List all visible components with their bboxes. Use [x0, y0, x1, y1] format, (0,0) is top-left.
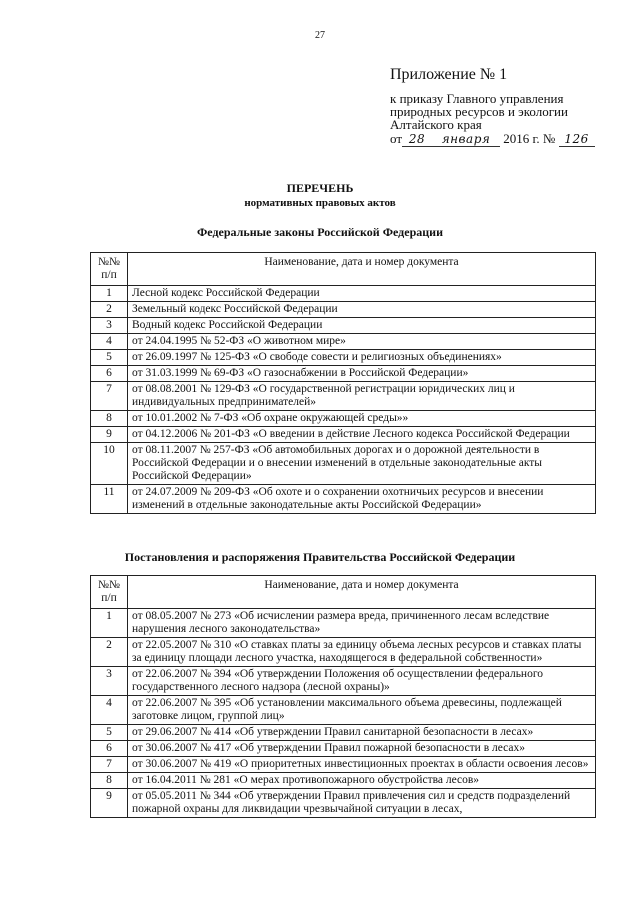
table-row: [91, 741, 596, 757]
row-document-name: Земельный кодекс Российской Федерации: [128, 302, 596, 318]
row-document-name: Лесной кодекс Российской Федерации: [128, 286, 596, 302]
row-document-name: от 22.06.2007 № 395 «Об установлении максимального объема древесины, подлежащей заготовке лицом, группой лиц»: [128, 696, 596, 725]
row-number: 4: [91, 696, 128, 725]
row-document-name: от 24.04.1995 № 52-ФЗ «О животном мире»: [128, 334, 596, 350]
row-number: 3: [91, 667, 128, 696]
row-document-name: от 30.06.2007 № 419 «О приоритетных инвестиционных проектах в области освоения лесов»: [128, 757, 596, 773]
table-header-row: [91, 576, 596, 609]
date-prefix: от: [390, 131, 403, 146]
row-document-name: от 24.07.2009 № 209-ФЗ «Об охоте и о сохранении охотничьих ресурсов и внесении изменений в отдельные законодательные акты Российской Федерации»: [128, 485, 596, 514]
handwritten-order-number: 126: [559, 133, 595, 147]
row-number: 2: [91, 638, 128, 667]
appendix-line-2: природных ресурсов и экологии: [390, 104, 568, 119]
row-number: 7: [91, 382, 128, 411]
table-row: [91, 286, 596, 302]
section-title-government-acts: Постановления и распоряжения Правительства Российской Федерации: [124, 550, 516, 564]
row-document-name: от 04.12.2006 № 201-ФЗ «О введении в действие Лесного кодекса Российской Федерации: [128, 427, 596, 443]
row-document-name: от 05.05.2011 № 344 «Об утверждении Правил привлечения сил и средств подразделений пожарной охраны для ликвидации чрезвычайной ситуации в лесах,: [128, 789, 596, 818]
appendix-date-line: [390, 132, 630, 147]
appendix-line-1: к приказу Главного управления: [390, 91, 564, 106]
table-row: [91, 696, 596, 725]
row-number: 2: [91, 302, 128, 318]
col-header-name: Наименование, дата и номер документа: [128, 576, 596, 609]
table-row: [91, 382, 596, 411]
row-number: 1: [91, 286, 128, 302]
row-document-name: от 22.05.2007 № 310 «О ставках платы за единицу объема лесных ресурсов и ставках платы за единицу площади лесного участка, находящегося в федеральной собственности»: [128, 638, 596, 667]
table-row: [91, 789, 596, 818]
table-row: [91, 757, 596, 773]
row-number: 9: [91, 789, 128, 818]
row-document-name: от 26.09.1997 № 125-ФЗ «О свободе совести и религиозных объединениях»: [128, 350, 596, 366]
row-document-name: от 08.08.2001 № 129-ФЗ «О государственной регистрации юридических лиц и индивидуальных предпринимателей»: [128, 382, 596, 411]
row-number: 11: [91, 485, 128, 514]
table-row: [91, 443, 596, 485]
page-number: 27: [315, 30, 325, 41]
table-row: [91, 667, 596, 696]
federal-laws-table: [90, 252, 596, 514]
section-title-federal-laws: Федеральные законы Российской Федерации: [197, 225, 443, 239]
row-number: 9: [91, 427, 128, 443]
handwritten-day: 28: [402, 133, 432, 147]
table-row: [91, 485, 596, 514]
table-row: [91, 366, 596, 382]
col-header-name: Наименование, дата и номер документа: [128, 253, 596, 286]
table-row: [91, 725, 596, 741]
document-title: ПЕРЕЧЕНЬ: [286, 181, 354, 195]
row-document-name: от 08.05.2007 № 273 «Об исчислении размера вреда, причиненного лесам вследствие нарушения лесного законодательства»: [128, 609, 596, 638]
government-acts-table: [90, 575, 596, 818]
row-document-name: от 29.06.2007 № 414 «Об утверждении Правил санитарной безопасности в лесах»: [128, 725, 596, 741]
table-row: [91, 773, 596, 789]
col-header-number: №№ п/п: [91, 253, 128, 286]
row-number: 3: [91, 318, 128, 334]
row-number: 8: [91, 411, 128, 427]
table-row: [91, 411, 596, 427]
appendix-block: [390, 66, 630, 147]
table-row: [91, 318, 596, 334]
row-number: 6: [91, 366, 128, 382]
row-document-name: от 31.03.1999 № 69-ФЗ «О газоснабжении в Российской Федерации»: [128, 366, 596, 382]
col-header-number: №№ п/п: [91, 576, 128, 609]
table-row: [91, 638, 596, 667]
row-number: 8: [91, 773, 128, 789]
table-row: [91, 427, 596, 443]
row-number: 5: [91, 725, 128, 741]
row-document-name: от 22.06.2007 № 394 «Об утверждении Положения об осуществлении федерального государственного лесного надзора (лесной охраны)»: [128, 667, 596, 696]
table-row: [91, 350, 596, 366]
row-number: 6: [91, 741, 128, 757]
table-header-row: [91, 253, 596, 286]
appendix-title: Приложение № 1: [390, 66, 508, 83]
row-number: 7: [91, 757, 128, 773]
row-number: 10: [91, 443, 128, 485]
row-document-name: от 30.06.2007 № 417 «Об утверждении Правил пожарной безопасности в лесах»: [128, 741, 596, 757]
document-subtitle: нормативных правовых актов: [244, 197, 396, 209]
handwritten-month: января: [432, 133, 500, 147]
table-row: [91, 609, 596, 638]
row-document-name: Водный кодекс Российской Федерации: [128, 318, 596, 334]
table-row: [91, 334, 596, 350]
row-number: 4: [91, 334, 128, 350]
appendix-line-3: Алтайского края: [390, 117, 482, 132]
table-row: [91, 302, 596, 318]
date-year: 2016 г. №: [503, 131, 556, 146]
row-number: 1: [91, 609, 128, 638]
row-number: 5: [91, 350, 128, 366]
row-document-name: от 08.11.2007 № 257-ФЗ «Об автомобильных дорогах и о дорожной деятельности в Российской Федерации и о внесении изменений в отдельные законодательные акты Российской Федерации»: [128, 443, 596, 485]
row-document-name: от 16.04.2011 № 281 «О мерах противопожарного обустройства лесов»: [128, 773, 596, 789]
row-document-name: от 10.01.2002 № 7-ФЗ «Об охране окружающей среды»»: [128, 411, 596, 427]
